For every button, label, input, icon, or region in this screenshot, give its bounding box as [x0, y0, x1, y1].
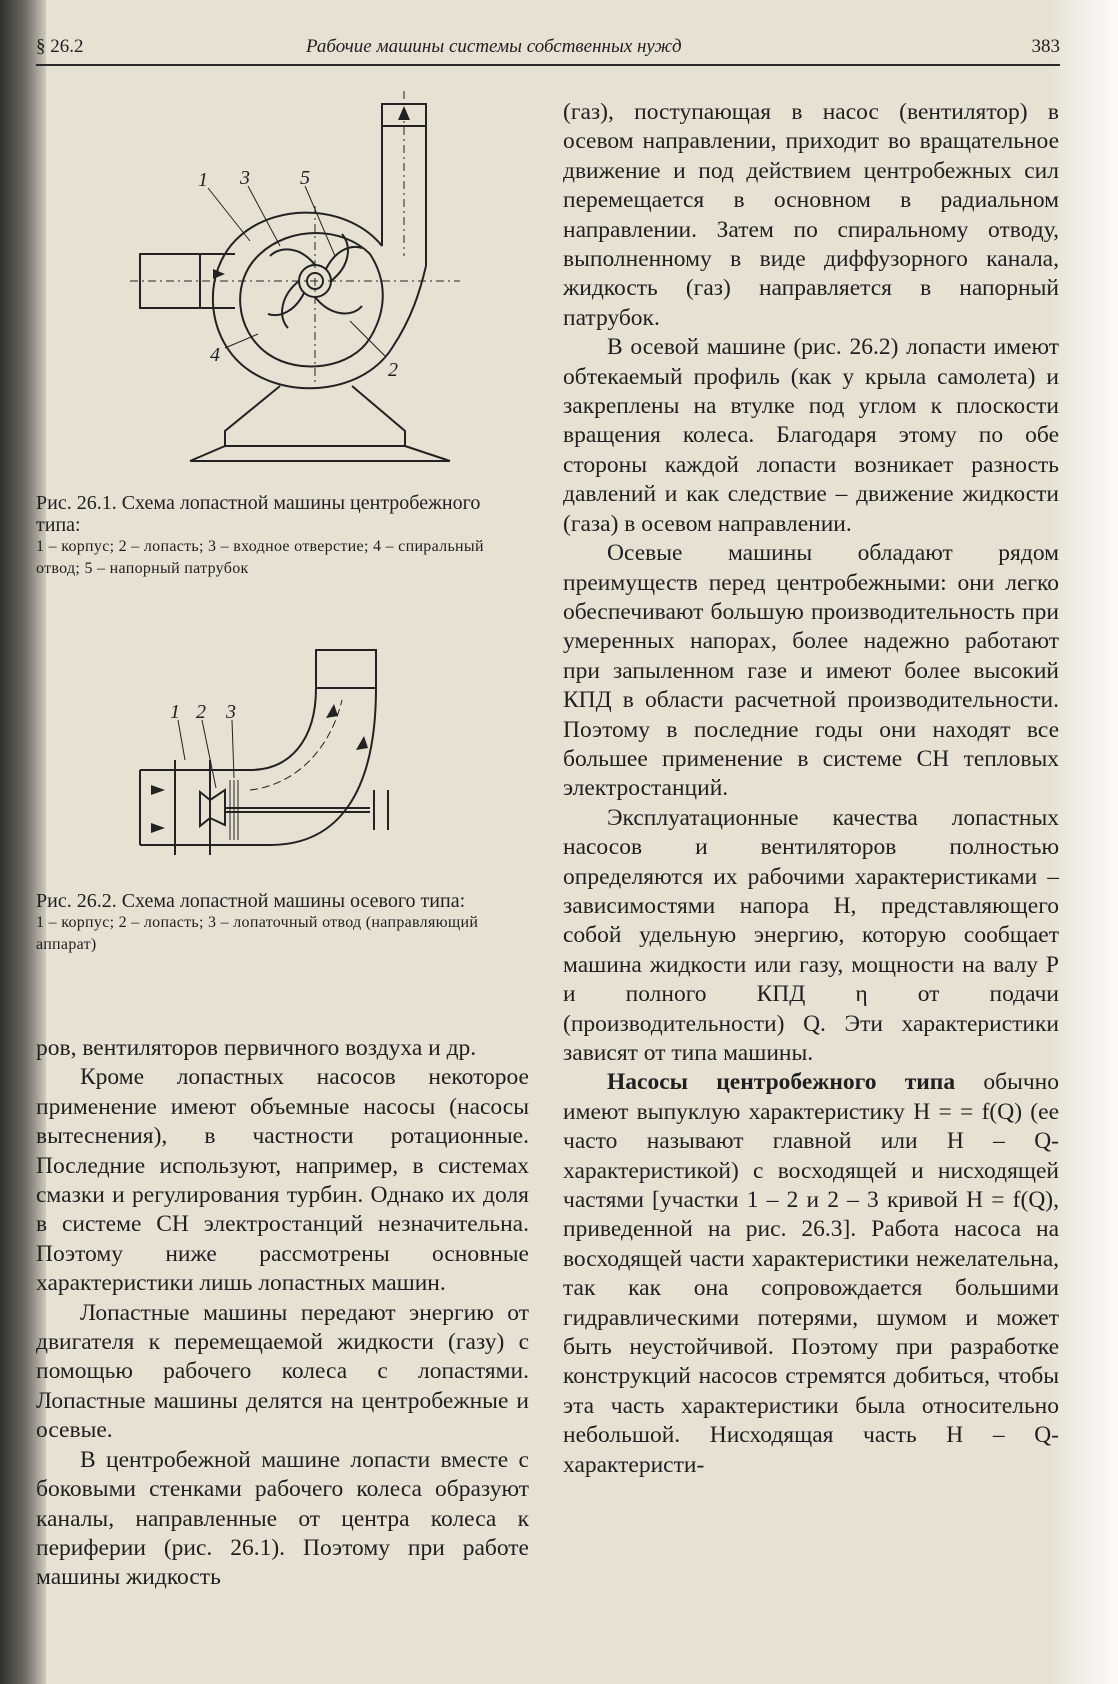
- figure2-caption: [36, 890, 529, 956]
- header-rule: [36, 64, 1060, 66]
- paragraph-blade-machines: Лопастные машины передают энергию от двигателя к перемещаемой жидкости (газу) с помощью рабочего колеса с лопастями. Лопастные машины делятся на центробежные и осевые.: [36, 1299, 529, 1444]
- figure2-caption-title: Рис. 26.2. Схема лопастной машины осевого типа:: [36, 890, 466, 912]
- paragraph-axial-advantages: Осевые машины обладают рядом преимуществ перед центробежными: они легко обеспечивают большую производительность при умеренных напорах, более надежно работают при запыленном газе и имеют более высокий КПД в области расчетной производительности. Поэтому в последние годы они находят все большее применение в системе СН тепловых электростанций.: [563, 540, 1059, 802]
- paragraph-characteristics: Эксплуатационные качества лопастных насосов и вентиляторов полностью определяются их рабочими характеристиками – зависимостями напора H, представляющего собой удельную энергию, которую сообщает машина жидкости или газу, мощности на валу P и полного КПД η от подачи (производительности) Q. Эти характеристики зависят от типа машины.: [563, 804, 1059, 1066]
- running-header: [36, 36, 1060, 66]
- paragraph-continuation-left: ров, вентиляторов первичного воздуха и др.: [36, 1035, 477, 1061]
- figure1-caption-legend: 1 – корпус; 2 – лопасть; 3 – входное отверстие; 4 – спиральный отвод; 5 – напорный патрубок: [36, 538, 484, 577]
- figure-centrifugal-machine: [130, 86, 470, 481]
- paragraph-continuation: (газ), поступающая в насос (вентилятор) в осевом направлении, приходит во вращательное движение и под действием центробежных сил перемещается в основном в радиальном направлении. Затем по спиральному отводу, выполненному в виде диффузорного канала, жидкость (газ) направляется в напорный патрубок.: [563, 99, 1059, 331]
- section-number: § 26.2: [36, 36, 84, 57]
- running-title: Рабочие машины системы собственных нужд: [306, 36, 682, 57]
- paragraph-centrifugal-pumps-text: обычно имеют выпуклую характеристику H = = f(Q) (ее часто называют главной или H – Q-характеристикой) с восходящей и нисходящей частями [участки 1 – 2 и 2 – 3 кривой H = f(Q), приведенной на рис. 26.3]. Работа насоса на восходящей части характеристики нежелательна, так как она сопровождается большими гидравлическими потерями, шумом и может быть неустойчивой. Поэтому при разработке конструкций насосов стремятся добиться, чтобы эта часть характеристики была относительно небольшой. Нисходящая часть H – Q-характеристи-: [563, 1069, 1059, 1478]
- axial-diagram: [130, 640, 460, 895]
- figure1-caption: [36, 492, 529, 580]
- right-text-column: [563, 98, 1059, 1480]
- fig2-label-1: 1: [170, 701, 180, 723]
- figure2-caption-legend: 1 – корпус; 2 – лопасть; 3 – лопаточный отвод (направляющий аппарат): [36, 914, 479, 953]
- fig2-label-2: 2: [196, 701, 206, 723]
- figure-axial-machine: [130, 640, 460, 895]
- paragraph-axial-blades: В осевой машине (рис. 26.2) лопасти имеют обтекаемый профиль (как у крыла самолета) и закреплены на втулке под углом к плоскости вращения колеса. Благодаря этому по обе стороны каждой лопасти возникает разность давлений и как следствие – движение жидкости (газа) в осевом направлении.: [563, 334, 1059, 537]
- figure1-caption-title: Рис. 26.1. Схема лопастной машины центробежного типа:: [36, 492, 481, 536]
- fig2-label-3: 3: [226, 701, 236, 723]
- paragraph-centrifugal-pumps: [563, 1068, 1059, 1480]
- page-number: 383: [1031, 36, 1060, 57]
- fig1-label-3: 3: [240, 167, 250, 189]
- paragraph-volumetric-pumps: Кроме лопастных насосов некоторое применение имеют объемные насосы (насосы вытеснения), в частности ротационные. Последние используют, например, в системах смазки и регулирования турбин. Однако их доля в системе СН электростанций незначительна. Поэтому ниже рассмотрены основные характеристики лишь лопастных машин.: [36, 1064, 529, 1297]
- fig1-label-5: 5: [300, 167, 310, 189]
- fig1-label-4: 4: [210, 344, 220, 366]
- bold-term: Насосы центробежного типа: [607, 1069, 956, 1096]
- paragraph-centrifugal-machine: В центробежной машине лопасти вместе с боковыми стенками рабочего колеса образуют каналы, направленные от центра колеса к периферии (рис. 26.1). Поэтому при работе машины жидкость: [36, 1446, 529, 1591]
- fig1-label-1: 1: [198, 169, 208, 191]
- centrifugal-diagram: [130, 86, 470, 481]
- left-text-column: [36, 1034, 529, 1593]
- fig1-label-2: 2: [388, 359, 398, 381]
